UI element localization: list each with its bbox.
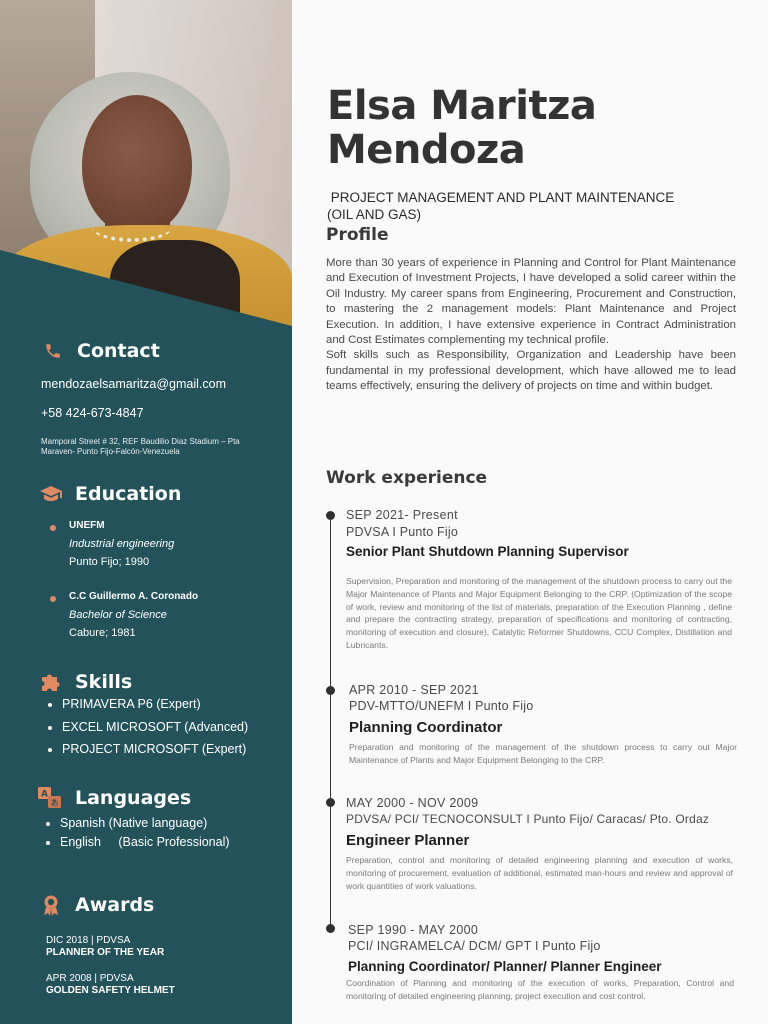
language-item: English (Basic Professional) (45, 835, 230, 854)
address-line-1: Mamporal Street # 32, REF Baudilio Diaz Stadium – Pta (41, 437, 240, 446)
job-description: Coordination of Planning and monitoring of the execution of works, Preparation, Control and monitoring of detailed engineering planning, project execution and cost control. (346, 978, 734, 1001)
graduation-cap-icon (39, 484, 63, 504)
job-company: PDVSA/ PCI/ TECNOCONSULT I Punto Fijo/ Caracas/ Pto. Ordaz (346, 812, 710, 826)
timeline-line (330, 516, 331, 930)
puzzle-icon (39, 672, 63, 692)
awards-title: Awards (75, 894, 155, 916)
job-company: PDVSA I Punto Fijo (346, 525, 458, 539)
award-date: APR 2008 | PDVSA (46, 973, 134, 984)
education-heading (39, 483, 181, 505)
svg-text:あ: あ (50, 798, 59, 808)
awards-heading (39, 894, 154, 916)
bullet-dot (50, 525, 56, 531)
name-line-1: Elsa Maritza (327, 83, 597, 129)
contact-title: Contact (77, 340, 160, 362)
full-name (327, 84, 596, 172)
skill-item: PRIMAVERA P6 (Expert) (47, 697, 248, 720)
school-name: UNEFM (69, 520, 105, 531)
job-date: APR 2010 - SEP 2021 (349, 683, 479, 697)
skills-title: Skills (75, 671, 133, 693)
work-experience-heading: Work experience (326, 468, 488, 488)
role-line-1: PROJECT MANAGEMENT AND PLANT MAINTENANCE (327, 190, 675, 205)
job-description: Preparation and monitoring of the management of the shutdown process to carry out Major Maintenance of Plants and Major Equipment Belonging to the CRP. (349, 742, 737, 765)
award-item (46, 935, 164, 958)
translate-icon (37, 786, 63, 810)
name-line-2: Mendoza (327, 127, 526, 173)
job-date: SEP 2021- Present (346, 508, 458, 522)
job-date: SEP 1990 - MAY 2000 (348, 923, 479, 937)
degree: Bachelor of Science (69, 609, 167, 621)
profile-heading: Profile (326, 225, 389, 245)
award-medal-icon (39, 895, 63, 915)
place-year: Cabure; 1981 (69, 627, 136, 639)
skill-item: EXCEL MICROSOFT (Advanced) (47, 720, 248, 743)
school-name: C.C Guillermo A. Coronado (69, 591, 199, 602)
languages-list (45, 816, 230, 854)
award-date: DIC 2018 | PDVSA (46, 935, 131, 946)
award-item (46, 973, 175, 996)
job-description: Preparation, control and monitoring of detailed engineering planning and execution of works, monitoring of procurement, evaluation of additional, estimated man-hours and review and approval of work quantities of work valuations. (346, 855, 733, 891)
phone-icon (41, 341, 65, 361)
timeline-dot (326, 798, 335, 807)
skills-list (47, 697, 248, 765)
job-description: Supervision, Preparation and monitoring of the management of the shutdown process to carry out the Major Maintenance of Plants and Major Equipment Belonging to the CRP. (Optimization of the scope of work, review and monitoring of the list of materials, preparation of the Execution Planning , define and prepare the contracting strategy, preparation of specifications and monitoring of contracting, monitoring of execution and closure), Catalytic Reformer Shutdowns, CCU Complex, Distillation and Lubricants. (346, 576, 732, 650)
phone-number[interactable]: +58 424-673-4847 (41, 406, 144, 420)
profile-paragraph-2: Soft skills such as Responsibility, Organization and Leadership have been fundamental in my professional development, which have allowed me to lead teams effectively, ensuring the delivery of projects on time and within budget. (326, 349, 736, 393)
timeline-dot (326, 924, 335, 933)
job-title: Engineer Planner (346, 832, 470, 849)
job-date: MAY 2000 - NOV 2009 (346, 796, 479, 810)
award-name: PLANNER OF THE YEAR (46, 947, 165, 958)
contact-heading (41, 340, 160, 362)
job-title: Senior Plant Shutdown Planning Supervisor (346, 544, 629, 559)
place-year: Punto Fijo; 1990 (69, 556, 150, 568)
timeline-dot (326, 511, 335, 520)
profile-summary (326, 256, 736, 395)
email-link[interactable]: mendozaelsamaritza@gmail.com (41, 377, 226, 391)
skills-heading (39, 671, 132, 693)
languages-heading (37, 786, 191, 810)
role-line-2: (OIL AND GAS) (327, 207, 422, 222)
skill-item: PROJECT MICROSOFT (Expert) (47, 742, 248, 765)
job-company: PCI/ INGRAMELCA/ DCM/ GPT I Punto Fijo (348, 939, 601, 953)
address-line-2: Maraven- Punto Fijo-Falcón-Venezuela (41, 447, 180, 456)
job-title: Planning Coordinator (349, 719, 503, 736)
job-company: PDV-MTTO/UNEFM I Punto Fijo (349, 699, 534, 713)
languages-title: Languages (75, 787, 192, 809)
award-name: GOLDEN SAFETY HELMET (46, 985, 175, 996)
professional-title (327, 189, 747, 223)
bullet-dot (50, 596, 56, 602)
sidebar (0, 0, 292, 1024)
svg-text:A: A (41, 789, 48, 800)
profile-paragraph-1: More than 30 years of experience in Planning and Control for Plant Maintenance and Execution of Investment Projects, I have developed a solid career within the Oil Industry. My career spans from Engineering, Procurement and Construction, to mastering the 2 management models: Plant Maintenance and Project Execution. In addition, I have extensive experience in Contract Administration and Cost Estimates complementing my technical profile. (326, 257, 736, 347)
address (41, 437, 281, 457)
language-item: Spanish (Native language) (45, 816, 230, 835)
timeline-dot (326, 686, 335, 695)
job-title: Planning Coordinator/ Planner/ Planner Engineer (348, 959, 662, 974)
degree: Industrial engineering (69, 538, 175, 550)
education-title: Education (75, 483, 182, 505)
